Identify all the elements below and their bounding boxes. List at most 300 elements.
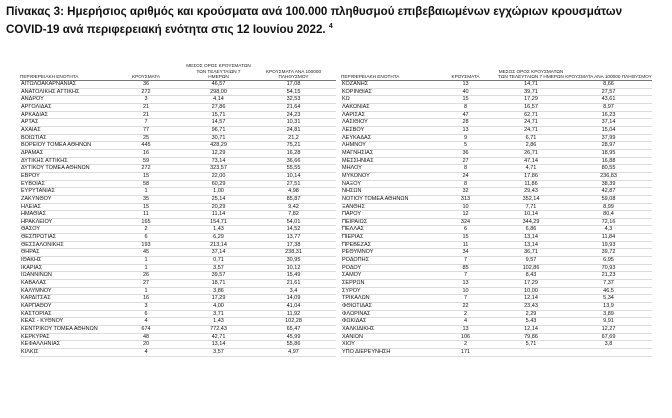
cases-cell: 2 (106, 226, 186, 234)
region-cell: ΦΘΙΩΤΙΔΑΣ (341, 303, 434, 311)
caption-line-2-text: COVID-19 ανά περιφερειακή ενότητα στις 12 Ιουνίου 2022. (6, 22, 326, 36)
avg-cell: 46,57 (186, 81, 251, 89)
table-row (20, 310, 336, 318)
region-cell: ΘΗΡΑΣ (20, 249, 106, 257)
table-row (20, 272, 336, 280)
avg-cell: 14,57 (186, 119, 251, 127)
region-cell: ΘΕΣΠΡΩΤΙΑΣ (20, 234, 106, 242)
table-row (341, 134, 652, 142)
cases-cell: 32 (434, 188, 497, 196)
cases-cell: 9 (434, 134, 497, 142)
rate-cell: 9,91 (565, 318, 652, 326)
region-cell: ΡΕΘΥΜΝΟΥ (341, 249, 434, 257)
rate-cell: 65,47 (251, 326, 336, 334)
cases-cell: 58 (106, 180, 186, 188)
rate-cell: 8,66 (565, 81, 652, 89)
left-table-body (20, 81, 336, 357)
table-row (20, 195, 336, 203)
cases-cell: 1 (106, 257, 186, 265)
avg-cell: 772,43 (186, 326, 251, 334)
rate-cell: 37,14 (565, 119, 652, 127)
table-row (341, 303, 652, 311)
region-cell: ΚΟΖΑΝΗΣ (341, 81, 434, 89)
cases-cell: 27 (106, 280, 186, 288)
cases-cell: 1 (106, 264, 186, 272)
rate-cell: 13,9 (565, 303, 652, 311)
cases-cell: 324 (434, 218, 497, 226)
rate-cell: 14,09 (251, 295, 336, 303)
rate-cell: 54,01 (251, 218, 336, 226)
region-cell: ΦΛΩΡΙΝΑΣ (341, 310, 434, 318)
cases-cell: 24 (434, 172, 497, 180)
cases-cell: 15 (106, 172, 186, 180)
cases-cell: 3 (106, 96, 186, 104)
cases-cell: 13 (434, 81, 497, 89)
region-cell: ΗΜΑΘΙΑΣ (20, 211, 106, 219)
header-cases: ΚΡΟΥΣΜΑΤΑ (451, 74, 480, 80)
rate-cell: 36,66 (251, 157, 336, 165)
cases-cell: 6 (106, 310, 186, 318)
region-cell: ΤΡΙΚΑΛΩΝ (341, 295, 434, 303)
avg-cell (497, 348, 565, 356)
rate-cell: 3,8 (565, 341, 652, 349)
rate-cell: 24,81 (251, 126, 336, 134)
rate-cell: 54,15 (251, 88, 336, 96)
cases-cell: 7 (434, 272, 497, 280)
region-cell: ΑΡΚΑΔΙΑΣ (20, 111, 106, 119)
avg-cell: 213,14 (186, 241, 251, 249)
table-row (20, 318, 336, 326)
cases-cell: 6 (434, 226, 497, 234)
rate-cell: 3,4 (251, 287, 336, 295)
rate-cell: 38,39 (565, 180, 652, 188)
rate-cell: 46,5 (565, 287, 652, 295)
avg-cell: 73,14 (186, 157, 251, 165)
avg-cell: 24,71 (497, 119, 565, 127)
region-cell: ΣΥΡΟΥ (341, 287, 434, 295)
cases-cell: 40 (434, 88, 497, 96)
region-cell: ΒΟΙΩΤΙΑΣ (20, 134, 106, 142)
cases-cell: 15 (434, 96, 497, 104)
cases-cell: 106 (434, 333, 497, 341)
cases-cell: 165 (106, 218, 186, 226)
rate-cell: 7,82 (251, 211, 336, 219)
avg-cell: 5,43 (497, 318, 565, 326)
rate-cell: 17,08 (251, 81, 336, 89)
cases-cell: 4 (106, 318, 186, 326)
rate-cell: 21,61 (251, 280, 336, 288)
rate-cell: 24,23 (251, 111, 336, 119)
rate-cell: 19,93 (565, 241, 652, 249)
rate-cell: 17,38 (251, 241, 336, 249)
avg-cell: 22,00 (186, 172, 251, 180)
avg-cell: 0,71 (186, 257, 251, 265)
rate-cell: 10,12 (251, 264, 336, 272)
region-cell: ΑΡΤΑΣ (20, 119, 106, 127)
avg-cell: 23,43 (497, 303, 565, 311)
avg-cell: 4,71 (497, 165, 565, 173)
region-cell: ΚΕΝΤΡΙΚΟΥ ΤΟΜΕΑ ΑΘΗΝΩΝ (20, 326, 106, 334)
table-row (341, 310, 652, 318)
rate-cell: 27,51 (251, 180, 336, 188)
region-cell: ΚΕΦΑΛΛΗΝΙΑΣ (20, 341, 106, 349)
cases-cell: 13 (434, 326, 497, 334)
region-cell: ΠΕΛΛΑΣ (341, 226, 434, 234)
region-cell: ΛΑΣΙΘΙΟΥ (341, 119, 434, 127)
avg-cell: 4,00 (186, 303, 251, 311)
table-row (20, 226, 336, 234)
avg-cell: 12,29 (186, 149, 251, 157)
region-cell: ΚΟΡΙΝΘΙΑΣ (341, 88, 434, 96)
table-row (341, 326, 652, 334)
rate-cell: 8,97 (565, 103, 652, 111)
avg-cell: 298,00 (186, 88, 251, 96)
footnote-marker: 4 (328, 23, 333, 30)
avg-cell: 352,14 (497, 195, 565, 203)
rate-cell: 37,99 (565, 134, 652, 142)
rate-cell: 236,83 (565, 172, 652, 180)
rate-cell: 10,31 (251, 119, 336, 127)
caption-line-2 (6, 19, 668, 37)
region-cell: ΕΥΒΟΙΑΣ (20, 180, 106, 188)
rate-cell: 32,53 (251, 96, 336, 104)
table-row (20, 142, 336, 150)
region-cell: ΕΥΡΥΤΑΝΙΑΣ (20, 188, 106, 196)
region-cell: ΗΡΑΚΛΕΙΟΥ (20, 218, 106, 226)
region-cell: ΛΑΚΩΝΙΑΣ (341, 103, 434, 111)
cases-cell: 16 (106, 295, 186, 303)
region-cell: ΑΧΑΪΑΣ (20, 126, 106, 134)
cases-cell: 7 (434, 295, 497, 303)
table-row (341, 88, 652, 96)
rate-cell: 4,98 (251, 188, 336, 196)
cases-cell: 11 (106, 211, 186, 219)
cases-cell: 4 (106, 348, 186, 356)
cases-cell: 1 (106, 188, 186, 196)
rate-cell: 238,31 (251, 249, 336, 257)
header-row (20, 63, 336, 81)
cases-cell: 26 (106, 272, 186, 280)
cases-cell: 16 (106, 149, 186, 157)
avg-cell: 13,14 (186, 341, 251, 349)
table-row (341, 211, 652, 219)
table-row (341, 249, 652, 257)
cases-cell: 15 (434, 234, 497, 242)
rate-cell: 28,97 (565, 142, 652, 150)
cases-cell: 12 (434, 211, 497, 219)
region-cell: ΜΕΣΣΗΝΙΑΣ (341, 157, 434, 165)
table-row (341, 142, 652, 150)
region-cell: ΠΑΡΟΥ (341, 211, 434, 219)
rate-cell: 67,69 (565, 333, 652, 341)
cases-cell: 8 (434, 180, 497, 188)
avg-cell: 13,14 (497, 241, 565, 249)
region-cell: ΠΡΕΒΕΖΑΣ (341, 241, 434, 249)
avg-cell: 17,29 (497, 280, 565, 288)
cases-cell: 2 (434, 341, 497, 349)
table-row (20, 165, 336, 173)
rate-cell: 5,34 (565, 295, 652, 303)
table-row (20, 348, 336, 356)
region-cell: ΥΠΟ ΔΙΕΡΕΥΝΗΣΗ (341, 348, 434, 356)
table-row (341, 264, 652, 272)
table-row (20, 333, 336, 341)
table-row (341, 318, 652, 326)
region-cell: ΒΟΡΕΙΟΥ ΤΟΜΕΑ ΑΘΗΝΩΝ (20, 142, 106, 150)
avg-cell: 344,29 (497, 218, 565, 226)
region-cell: ΛΕΣΒΟΥ (341, 126, 434, 134)
rate-cell: 70,93 (565, 264, 652, 272)
region-cell: ΙΚΑΡΙΑΣ (20, 264, 106, 272)
region-cell: ΧΑΛΚΙΔΙΚΗΣ (341, 326, 434, 334)
cases-cell: 674 (106, 326, 186, 334)
cases-cell: 13 (434, 280, 497, 288)
table-row (20, 126, 336, 134)
avg-cell: 6,71 (497, 134, 565, 142)
table-row (20, 249, 336, 257)
table-row (341, 272, 652, 280)
region-cell: ΣΕΡΡΩΝ (341, 280, 434, 288)
table-row (341, 287, 652, 295)
avg-cell: 1,43 (186, 226, 251, 234)
avg-cell: 62,71 (497, 111, 565, 119)
cases-cell: 28 (434, 119, 497, 127)
cases-cell: 193 (106, 241, 186, 249)
rate-cell: 27,57 (565, 88, 652, 96)
rate-cell: 80,55 (565, 165, 652, 173)
region-cell: ΑΝΔΡΟΥ (20, 96, 106, 104)
table-row (341, 241, 652, 249)
cases-cell: 1 (106, 287, 186, 295)
header-row (341, 63, 652, 81)
rate-cell: 45,99 (251, 333, 336, 341)
avg-cell: 26,71 (497, 149, 565, 157)
avg-cell: 60,29 (186, 180, 251, 188)
avg-cell: 79,86 (497, 333, 565, 341)
table-row (341, 172, 652, 180)
rate-cell: 15,49 (251, 272, 336, 280)
avg-cell: 17,29 (186, 295, 251, 303)
table-row (20, 81, 336, 89)
region-cell: ΡΟΔΟΥ (341, 264, 434, 272)
region-cell: ΚΑΡΔΙΤΣΑΣ (20, 295, 106, 303)
right-table (341, 63, 652, 357)
table-row (20, 203, 336, 211)
table-row (341, 333, 652, 341)
region-cell: ΧΑΝΙΩΝ (341, 333, 434, 341)
cases-cell: 21 (106, 111, 186, 119)
avg-cell: 25,14 (186, 195, 251, 203)
table-row (20, 341, 336, 349)
avg-cell: 1,00 (186, 188, 251, 196)
table-caption (6, 4, 668, 37)
region-cell: ΝΟΤΙΟΥ ΤΟΜΕΑ ΑΘΗΝΩΝ (341, 195, 434, 203)
avg-cell: 323,57 (186, 165, 251, 173)
avg-cell: 8,43 (497, 272, 565, 280)
cases-cell: 27 (434, 157, 497, 165)
cases-cell: 10 (434, 203, 497, 211)
table-row (20, 134, 336, 142)
table-row (20, 234, 336, 242)
cases-cell: 25 (106, 134, 186, 142)
region-cell: ΚΑΒΑΛΑΣ (20, 280, 106, 288)
cases-cell: 20 (106, 341, 186, 349)
avg-cell: 42,71 (186, 333, 251, 341)
avg-cell: 17,86 (497, 172, 565, 180)
avg-cell: 9,57 (497, 257, 565, 265)
rate-cell: 30,95 (251, 257, 336, 265)
table-row (20, 280, 336, 288)
rate-cell: 9,42 (251, 203, 336, 211)
avg-cell: 102,86 (497, 264, 565, 272)
region-cell: ΜΗΛΟΥ (341, 165, 434, 173)
table-row (20, 149, 336, 157)
avg-cell: 1,43 (186, 318, 251, 326)
cases-cell: 272 (106, 88, 186, 96)
avg-cell: 10,00 (497, 287, 565, 295)
table-row (20, 157, 336, 165)
rate-cell: 41,04 (251, 303, 336, 311)
cases-cell: 445 (106, 142, 186, 150)
table-row (341, 149, 652, 157)
avg-cell: 11,86 (497, 180, 565, 188)
cases-cell: 22 (434, 303, 497, 311)
rate-cell: 16,28 (251, 149, 336, 157)
region-cell: ΔΥΤΙΚΗΣ ΑΤΤΙΚΗΣ (20, 157, 106, 165)
table-row (341, 111, 652, 119)
table-row (341, 81, 652, 89)
avg-cell: 6,29 (186, 234, 251, 242)
avg-cell: 12,14 (497, 295, 565, 303)
caption-line-1: Πίνακας 3: Ημερήσιος αριθμός και κρούσματα ανά 100.000 πληθυσμού επιβεβαιωμένων εγχώριων κρουσμάτων (6, 5, 623, 18)
table-row (341, 218, 652, 226)
avg-cell: 16,57 (497, 103, 565, 111)
region-cell: ΣΑΜΟΥ (341, 272, 434, 280)
rate-cell: 6,95 (565, 257, 652, 265)
regions-table-left (20, 63, 336, 357)
region-cell: ΘΕΣΣΑΛΟΝΙΚΗΣ (20, 241, 106, 249)
rate-cell: 3,89 (565, 310, 652, 318)
rate-cell: 55,86 (251, 341, 336, 349)
region-cell: ΘΑΣΟΥ (20, 226, 106, 234)
table-row (341, 341, 652, 349)
rate-cell: 13,77 (251, 234, 336, 242)
avg-cell: 39,71 (497, 88, 565, 96)
table-row (20, 211, 336, 219)
region-cell: ΚΑΣΤΟΡΙΑΣ (20, 310, 106, 318)
cases-cell: 15 (106, 203, 186, 211)
avg-cell: 96,71 (186, 126, 251, 134)
table-row (341, 96, 652, 104)
rate-cell: 14,52 (251, 226, 336, 234)
avg-cell: 30,71 (186, 134, 251, 142)
rate-cell: 12,27 (565, 326, 652, 334)
table-row (20, 264, 336, 272)
cases-cell: 5 (434, 142, 497, 150)
avg-cell: 10,14 (497, 211, 565, 219)
table-row (20, 241, 336, 249)
cases-cell: 13 (434, 126, 497, 134)
cases-cell: 6 (106, 234, 186, 242)
rate-cell: 102,28 (251, 318, 336, 326)
rate-cell (565, 348, 652, 356)
rate-cell: 15,04 (565, 126, 652, 134)
rate-cell: 80,4 (565, 211, 652, 219)
rate-cell: 55,55 (251, 165, 336, 173)
table-row (20, 96, 336, 104)
table-row (341, 165, 652, 173)
rate-cell: 4,97 (251, 348, 336, 356)
cases-cell: 47 (434, 111, 497, 119)
cases-cell: 36 (434, 149, 497, 157)
table-row (20, 172, 336, 180)
cases-cell: 59 (106, 157, 186, 165)
cases-cell: 35 (106, 195, 186, 203)
table-row (341, 157, 652, 165)
cases-cell: 4 (434, 318, 497, 326)
avg-cell: 29,43 (497, 188, 565, 196)
table-row (341, 348, 652, 356)
region-cell: ΝΗΣΩΝ (341, 188, 434, 196)
avg-cell: 4,14 (186, 96, 251, 104)
avg-cell: 2,29 (497, 310, 565, 318)
rate-cell: 16,23 (565, 111, 652, 119)
avg-cell: 6,86 (497, 226, 565, 234)
table-row (341, 119, 652, 127)
region-cell: ΝΑΞΟΥ (341, 180, 434, 188)
table-row (20, 103, 336, 111)
region-cell: ΚΕΡΚΥΡΑΣ (20, 333, 106, 341)
region-cell: ΔΥΤΙΚΟΥ ΤΟΜΕΑ ΑΘΗΝΩΝ (20, 165, 106, 173)
cases-cell: 34 (434, 249, 497, 257)
table-row (341, 195, 652, 203)
cases-cell: 171 (434, 348, 497, 356)
region-cell: ΑΡΓΟΛΙΔΑΣ (20, 103, 106, 111)
table-row (341, 126, 652, 134)
cases-cell: 272 (106, 165, 186, 173)
header-rate: ΚΡΟΥΣΜΑΤΑ ΑΝΑ 100000 ΠΛΗΘΥΣΜΟΥ (265, 68, 322, 80)
region-cell: ΜΥΚΟΝΟΥ (341, 172, 434, 180)
region-cell: ΖΑΚΥΝΘΟΥ (20, 195, 106, 203)
rate-cell: 59,08 (565, 195, 652, 203)
rate-cell: 75,21 (251, 142, 336, 150)
region-cell: ΛΑΡΙΣΑΣ (341, 111, 434, 119)
table-row (20, 303, 336, 311)
rate-cell: 85,87 (251, 195, 336, 203)
rate-cell: 8,99 (565, 203, 652, 211)
region-cell: ΡΟΔΟΠΗΣ (341, 257, 434, 265)
cases-cell: 85 (434, 264, 497, 272)
avg-cell: 3,57 (186, 348, 251, 356)
avg-cell: 428,29 (186, 142, 251, 150)
header-avg: ΜΕΣΟΣ ΟΡΟΣ ΚΡΟΥΣΜΑΤΩΝ ΤΩΝ ΤΕΛΕΥΤΑΙΩΝ 7 ΗΜΕΡΩΝ (498, 68, 564, 80)
header-region: ΠΕΡΙΦΕΡΕΙΑΚΗ ΕΝΟΤΗΤΑ (20, 74, 79, 80)
region-cell: ΧΙΟΥ (341, 341, 434, 349)
rate-cell: 21,64 (251, 103, 336, 111)
region-cell: ΠΕΙΡΑΙΩΣ (341, 218, 434, 226)
regions-table-right (341, 63, 652, 357)
cases-cell: 2 (434, 310, 497, 318)
header-region: ΠΕΡΙΦΕΡΕΙΑΚΗ ΕΝΟΤΗΤΑ (341, 74, 400, 80)
rate-cell: 4,3 (565, 226, 652, 234)
rate-cell: 11,84 (565, 234, 652, 242)
region-cell: ΦΩΚΙΔΑΣ (341, 318, 434, 326)
region-cell: ΙΘΑΚΗΣ (20, 257, 106, 265)
table-row (341, 226, 652, 234)
table-row (341, 295, 652, 303)
table-row (341, 188, 652, 196)
cases-cell: 8 (434, 103, 497, 111)
